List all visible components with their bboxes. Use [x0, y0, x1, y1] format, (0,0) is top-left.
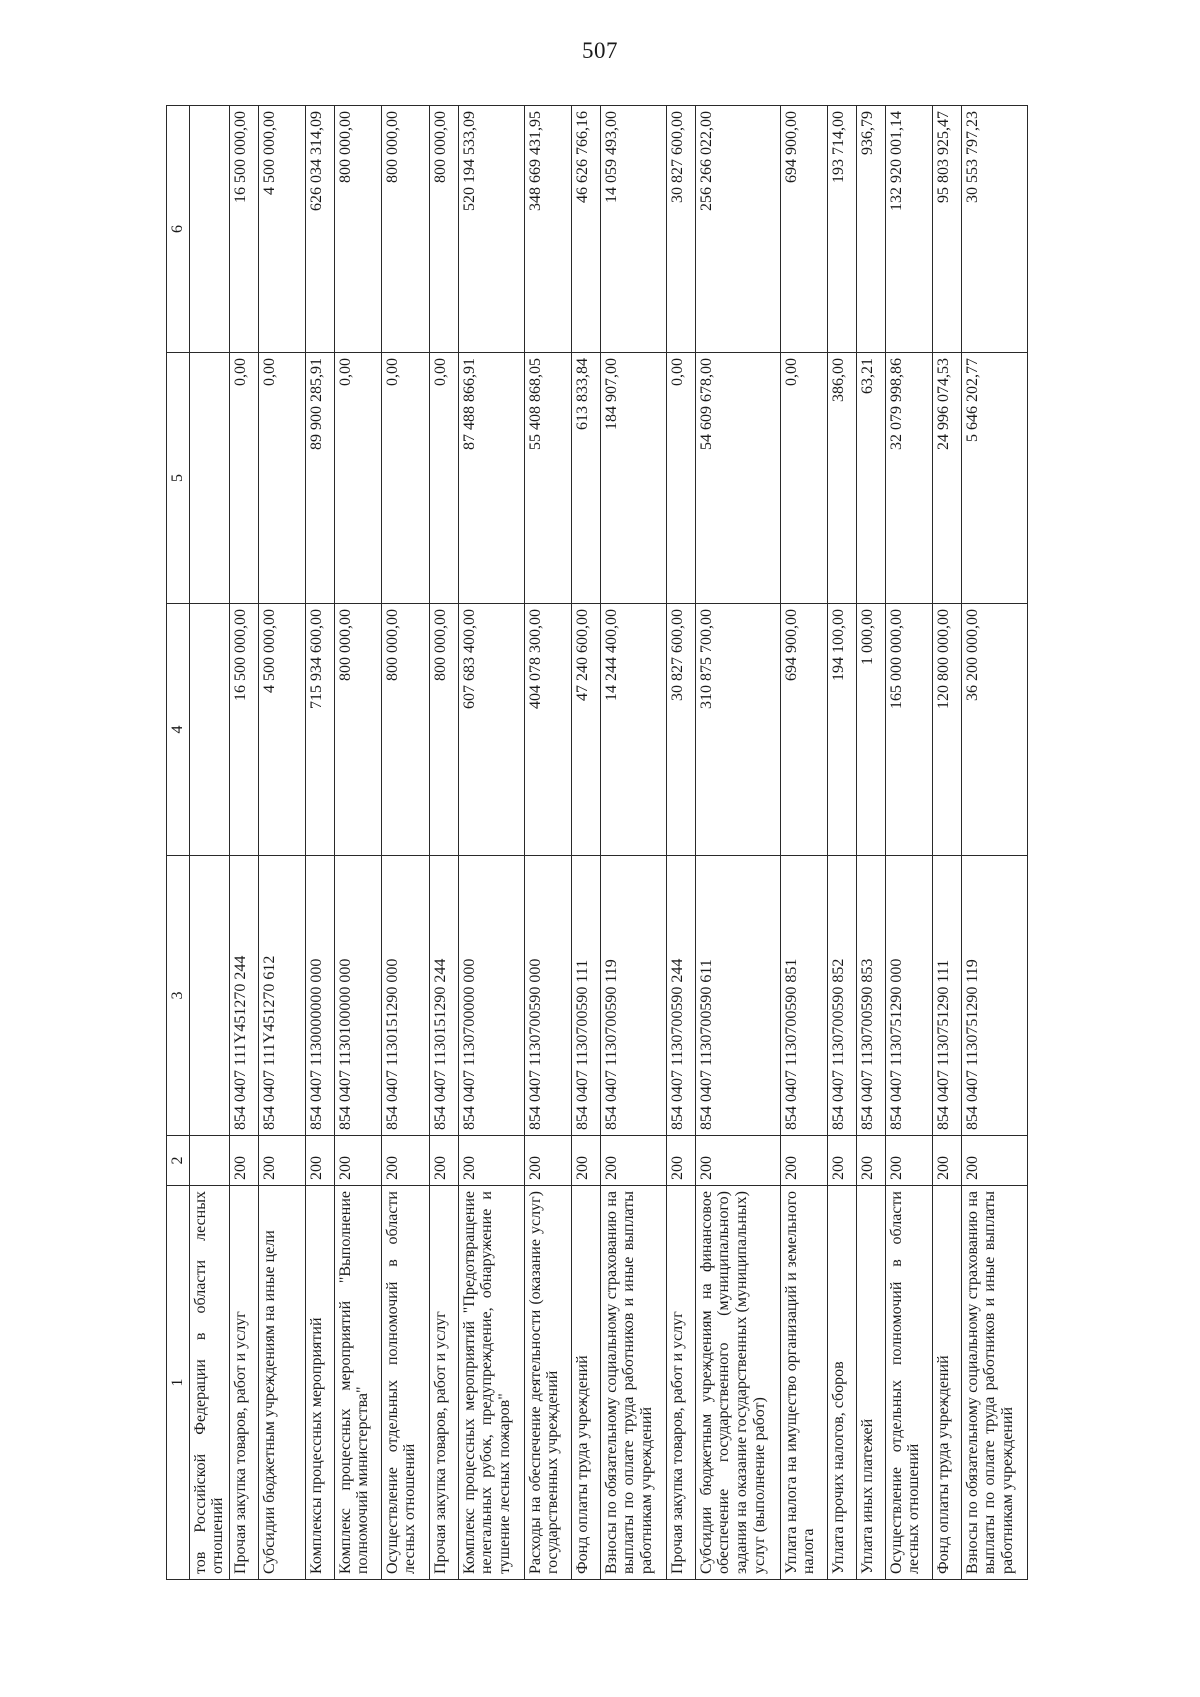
table-row — [695, 106, 780, 1580]
row-amount-col4-cell: 800 000,00 — [381, 604, 429, 856]
row-code2-cell: 200 — [458, 1136, 524, 1186]
row-amount-col5-cell: 184 907,00 — [600, 353, 666, 604]
row-amount-col4-cell: 1 000,00 — [856, 604, 885, 856]
row-classification-code-cell: 854 0407 1130151290 244 — [429, 856, 458, 1136]
row-amount-col5-cell: 613 833,84 — [571, 353, 600, 604]
row-code2-cell: 200 — [381, 1136, 429, 1186]
table-row — [305, 106, 334, 1580]
row-name-cell: Уплата иных платежей — [856, 1186, 885, 1580]
row-code2-cell: 200 — [961, 1136, 1027, 1186]
row-code2-cell: 200 — [827, 1136, 856, 1186]
row-amount-col4-cell: 14 244 400,00 — [600, 604, 666, 856]
row-code2-cell: 200 — [334, 1136, 381, 1186]
row-amount-col6-cell: 348 669 431,95 — [524, 106, 571, 353]
row-amount-col5-cell: 54 609 678,00 — [695, 353, 780, 604]
row-amount-col6-cell: 16 500 000,00 — [229, 106, 258, 353]
row-classification-code-cell: 854 0407 1130751290 111 — [932, 856, 961, 1136]
row-code2-cell: 200 — [695, 1136, 780, 1186]
row-name-cell: Взносы по обязательному социальному страхованию на выплаты по оплате труда работников и иные выплаты работникам учреждений — [600, 1186, 666, 1580]
row-code2-cell: 200 — [856, 1136, 885, 1186]
row-amount-col6-cell: 520 194 533,09 — [458, 106, 524, 353]
row-name-cell: Субсидии бюджетным учреждениям на финансовое обеспечение государственного (муниципального) задания на оказание государственных (муниципальных) услуг (выполнение работ) — [695, 1186, 780, 1580]
row-classification-code-cell: 854 0407 1130700000 000 — [458, 856, 524, 1136]
row-code2-cell: 200 — [571, 1136, 600, 1186]
row-classification-code-cell: 854 0407 1130151290 000 — [381, 856, 429, 1136]
row-code2-cell: 200 — [305, 1136, 334, 1186]
row-classification-code-cell: 854 0407 1130700590 853 — [856, 856, 885, 1136]
row-classification-code-cell: 854 0407 1130100000 000 — [334, 856, 381, 1136]
row-amount-col4-cell: 800 000,00 — [334, 604, 381, 856]
row-amount-col5-cell: 386,00 — [827, 353, 856, 604]
row-amount-col5-cell: 24 996 074,53 — [932, 353, 961, 604]
row-amount-col5-cell — [189, 353, 229, 604]
table-row — [381, 106, 429, 1580]
page-number: 507 — [582, 38, 618, 63]
row-classification-code-cell: 854 0407 111Y451270 612 — [258, 856, 305, 1136]
table-row — [885, 106, 932, 1580]
table-row — [780, 106, 827, 1580]
row-amount-col4-cell: 120 800 000,00 — [932, 604, 961, 856]
budget-table — [166, 105, 1028, 1580]
row-code2-cell: 200 — [885, 1136, 932, 1186]
table-row — [189, 106, 229, 1580]
row-amount-col6-cell: 95 803 925,47 — [932, 106, 961, 353]
table-row — [666, 106, 695, 1580]
row-amount-col4-cell: 165 000 000,00 — [885, 604, 932, 856]
column-header: 2 — [167, 1136, 190, 1186]
row-amount-col6-cell: 800 000,00 — [334, 106, 381, 353]
row-name-cell: Прочая закупка товаров, работ и услуг — [666, 1186, 695, 1580]
table-row — [458, 106, 524, 1580]
row-amount-col4-cell: 194 100,00 — [827, 604, 856, 856]
row-name-cell: Субсидии бюджетным учреждениям на иные цели — [258, 1186, 305, 1580]
table-row — [334, 106, 381, 1580]
row-amount-col5-cell: 87 488 866,91 — [458, 353, 524, 604]
row-name-cell: Уплата прочих налогов, сборов — [827, 1186, 856, 1580]
row-amount-col4-cell: 607 683 400,00 — [458, 604, 524, 856]
row-classification-code-cell: 854 0407 1130700590 000 — [524, 856, 571, 1136]
row-name-cell: Фонд оплаты труда учреждений — [571, 1186, 600, 1580]
row-classification-code-cell: 854 0407 1130000000 000 — [305, 856, 334, 1136]
row-amount-col6-cell: 193 714,00 — [827, 106, 856, 353]
row-classification-code-cell: 854 0407 1130700590 244 — [666, 856, 695, 1136]
row-name-cell: Уплата налога на имущество организаций и земельного налога — [780, 1186, 827, 1580]
row-amount-col6-cell: 14 059 493,00 — [600, 106, 666, 353]
row-code2-cell: 200 — [524, 1136, 571, 1186]
row-amount-col5-cell: 0,00 — [666, 353, 695, 604]
row-amount-col4-cell: 30 827 600,00 — [666, 604, 695, 856]
row-code2-cell: 200 — [429, 1136, 458, 1186]
row-code2-cell: 200 — [932, 1136, 961, 1186]
row-amount-col4-cell: 16 500 000,00 — [229, 604, 258, 856]
row-classification-code-cell: 854 0407 1130700590 851 — [780, 856, 827, 1136]
row-name-cell: Прочая закупка товаров, работ и услуг — [229, 1186, 258, 1580]
column-header: 5 — [167, 353, 190, 604]
row-classification-code-cell: 854 0407 1130751290 119 — [961, 856, 1027, 1136]
row-amount-col5-cell: 0,00 — [258, 353, 305, 604]
row-amount-col5-cell: 63,21 — [856, 353, 885, 604]
row-amount-col6-cell: 46 626 766,16 — [571, 106, 600, 353]
row-code2-cell — [189, 1136, 229, 1186]
table-row — [571, 106, 600, 1580]
row-amount-col6-cell: 800 000,00 — [429, 106, 458, 353]
row-classification-code-cell: 854 0407 111Y451270 244 — [229, 856, 258, 1136]
row-amount-col5-cell: 0,00 — [780, 353, 827, 604]
table-row — [258, 106, 305, 1580]
row-code2-cell: 200 — [600, 1136, 666, 1186]
table-row — [600, 106, 666, 1580]
row-name-cell: Фонд оплаты труда учреждений — [932, 1186, 961, 1580]
row-name-cell: Комплексы процессных мероприятий — [305, 1186, 334, 1580]
row-name-cell: Расходы на обеспечение деятельности (оказание услуг) государственных учреждений — [524, 1186, 571, 1580]
row-amount-col4-cell: 310 875 700,00 — [695, 604, 780, 856]
row-classification-code-cell: 854 0407 1130700590 611 — [695, 856, 780, 1136]
column-header: 4 — [167, 604, 190, 856]
row-name-cell: Взносы по обязательному социальному страхованию на выплаты по оплате труда работников и иные выплаты работникам учреждений — [961, 1186, 1027, 1580]
row-amount-col4-cell: 36 200 000,00 — [961, 604, 1027, 856]
row-amount-col5-cell: 0,00 — [229, 353, 258, 604]
row-amount-col6-cell: 30 827 600,00 — [666, 106, 695, 353]
table-row — [827, 106, 856, 1580]
row-amount-col4-cell: 47 240 600,00 — [571, 604, 600, 856]
row-amount-col6-cell: 132 920 001,14 — [885, 106, 932, 353]
row-amount-col6-cell: 694 900,00 — [780, 106, 827, 353]
column-header: 1 — [167, 1186, 190, 1580]
row-name-cell: Комплекс процессных мероприятий "Предотвращение нелегальных рубок, предупреждение, обнаружение и тушение лесных пожаров" — [458, 1186, 524, 1580]
row-amount-col5-cell: 0,00 — [429, 353, 458, 604]
row-code2-cell: 200 — [258, 1136, 305, 1186]
row-amount-col4-cell: 715 934 600,00 — [305, 604, 334, 856]
row-amount-col6-cell: 30 553 797,23 — [961, 106, 1027, 353]
row-classification-code-cell: 854 0407 1130700590 852 — [827, 856, 856, 1136]
row-amount-col6-cell: 936,79 — [856, 106, 885, 353]
table-row — [856, 106, 885, 1580]
row-amount-col5-cell: 0,00 — [381, 353, 429, 604]
row-code2-cell: 200 — [229, 1136, 258, 1186]
row-amount-col4-cell: 4 500 000,00 — [258, 604, 305, 856]
row-name-cell: Осуществление отдельных полномочий в области лесных отношений — [885, 1186, 932, 1580]
row-classification-code-cell: 854 0407 1130751290 000 — [885, 856, 932, 1136]
row-amount-col6-cell: 256 266 022,00 — [695, 106, 780, 353]
table-row — [524, 106, 571, 1580]
table-row — [961, 106, 1027, 1580]
table-row — [932, 106, 961, 1580]
row-amount-col5-cell: 0,00 — [334, 353, 381, 604]
row-name-cell: Комплекс процессных мероприятий "Выполнение полномочий министерства" — [334, 1186, 381, 1580]
row-amount-col5-cell: 5 646 202,77 — [961, 353, 1027, 604]
column-header: 6 — [167, 106, 190, 353]
row-name-cell: Прочая закупка товаров, работ и услуг — [429, 1186, 458, 1580]
table-row — [229, 106, 258, 1580]
rotated-table-container — [166, 106, 1099, 1580]
row-name-cell: тов Российской Федерации в области лесных отношений — [189, 1186, 229, 1580]
row-amount-col4-cell: 800 000,00 — [429, 604, 458, 856]
row-amount-col4-cell: 694 900,00 — [780, 604, 827, 856]
row-amount-col4-cell — [189, 604, 229, 856]
row-amount-col6-cell: 626 034 314,09 — [305, 106, 334, 353]
row-amount-col5-cell: 89 900 285,91 — [305, 353, 334, 604]
column-header: 3 — [167, 856, 190, 1136]
row-classification-code-cell — [189, 856, 229, 1136]
row-amount-col4-cell: 404 078 300,00 — [524, 604, 571, 856]
row-amount-col5-cell: 32 079 998,86 — [885, 353, 932, 604]
table-body — [189, 106, 1027, 1580]
row-amount-col5-cell: 55 408 868,05 — [524, 353, 571, 604]
row-amount-col6-cell — [189, 106, 229, 353]
row-classification-code-cell: 854 0407 1130700590 111 — [571, 856, 600, 1136]
row-name-cell: Осуществление отдельных полномочий в области лесных отношений — [381, 1186, 429, 1580]
row-amount-col6-cell: 4 500 000,00 — [258, 106, 305, 353]
row-code2-cell: 200 — [780, 1136, 827, 1186]
table-row — [429, 106, 458, 1580]
row-code2-cell: 200 — [666, 1136, 695, 1186]
table-header-row — [167, 106, 190, 1580]
row-amount-col6-cell: 800 000,00 — [381, 106, 429, 353]
row-classification-code-cell: 854 0407 1130700590 119 — [600, 856, 666, 1136]
